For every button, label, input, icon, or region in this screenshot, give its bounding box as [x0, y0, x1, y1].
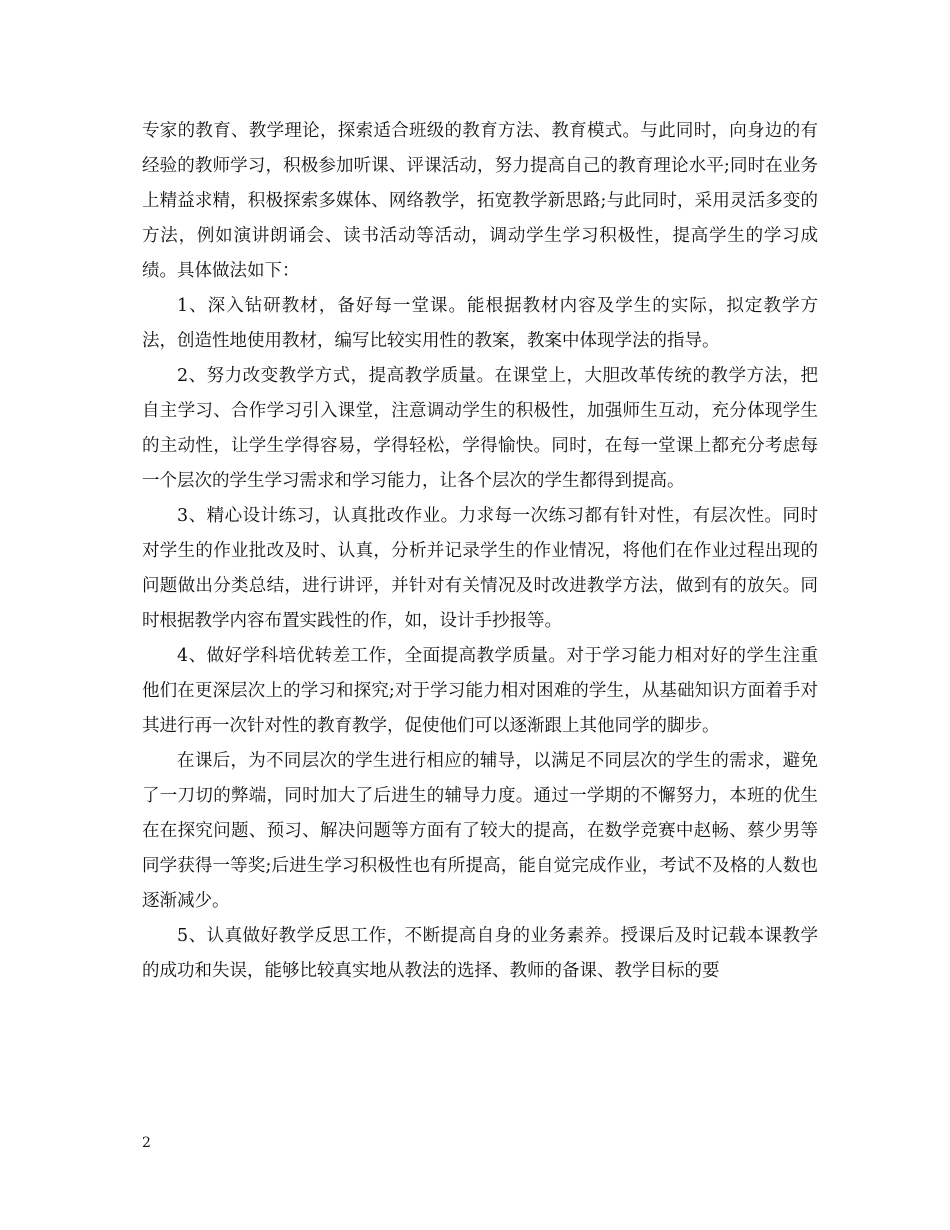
paragraph-intro: 专家的教育、教学理论，探索适合班级的教育方法、教育模式。与此同时，向身边的有经验的教师学习，积极参加听课、评课活动，努力提高自己的教育理论水平;同时在业务上精益求精，积极探索多媒体、网络教学，拓宽教学新思路;与此同时，采用灵活多变的方法，例如演讲朗诵会、读书活动等活动，调动学生学习积极性，提高学生的学习成绩。具体做法如下：	[142, 121, 818, 281]
paragraph-item-3: 3、精心设计练习，认真批改作业。力求每一次练习都有针对性，有层次性。同时对学生的作业批改及时、认真，分析并记录学生的作业情况，将他们在作业过程出现的问题做出分类总结，进行讲评，并针对有关情况及时改进教学方法，做到有的放矢。同时根据教学内容布置实践性的作，如，设计手抄报等。	[142, 506, 818, 631]
page-number: 2	[142, 1135, 151, 1151]
paragraph-item-1: 1、深入钻研教材，备好每一堂课。能根据教材内容及学生的实际，拟定教学方法，创造性地使用教材，编写比较实用性的教案，教案中体现学法的指导。	[142, 296, 818, 351]
document-body	[142, 114, 818, 989]
paragraph-after-class: 在课后，为不同层次的学生进行相应的辅导，以满足不同层次的学生的需求，避免了一刀切的弊端，同时加大了后进生的辅导力度。通过一学期的不懈努力，本班的优生在在探究问题、预习、解决问题等方面有了较大的提高，在数学竞赛中赵畅、蔡少男等同学获得一等奖;后进生学习积极性也有所提高，能自觉完成作业，考试不及格的人数也逐渐减少。	[142, 751, 818, 911]
paragraph-item-4: 4、做好学科培优转差工作，全面提高教学质量。对于学习能力相对好的学生注重他们在更深层次上的学习和探究;对于学习能力相对困难的学生，从基础知识方面着手对其进行再一次针对性的教育教学，促使他们可以逐渐跟上其他同学的脚步。	[142, 646, 818, 736]
paragraph-item-2: 2、努力改变教学方式，提高教学质量。在课堂上，大胆改革传统的教学方法，把自主学习、合作学习引入课堂，注意调动学生的积极性，加强师生互动，充分体现学生的主动性，让学生学得容易，学得轻松，学得愉快。同时，在每一堂课上都充分考虑每一个层次的学生学习需求和学习能力，让各个层次的学生都得到提高。	[142, 366, 818, 491]
paragraph-item-5: 5、认真做好教学反思工作，不断提高自身的业务素养。授课后及时记载本课教学的成功和失误，能够比较真实地从教法的选择、教师的备课、教学目标的要	[142, 926, 818, 981]
